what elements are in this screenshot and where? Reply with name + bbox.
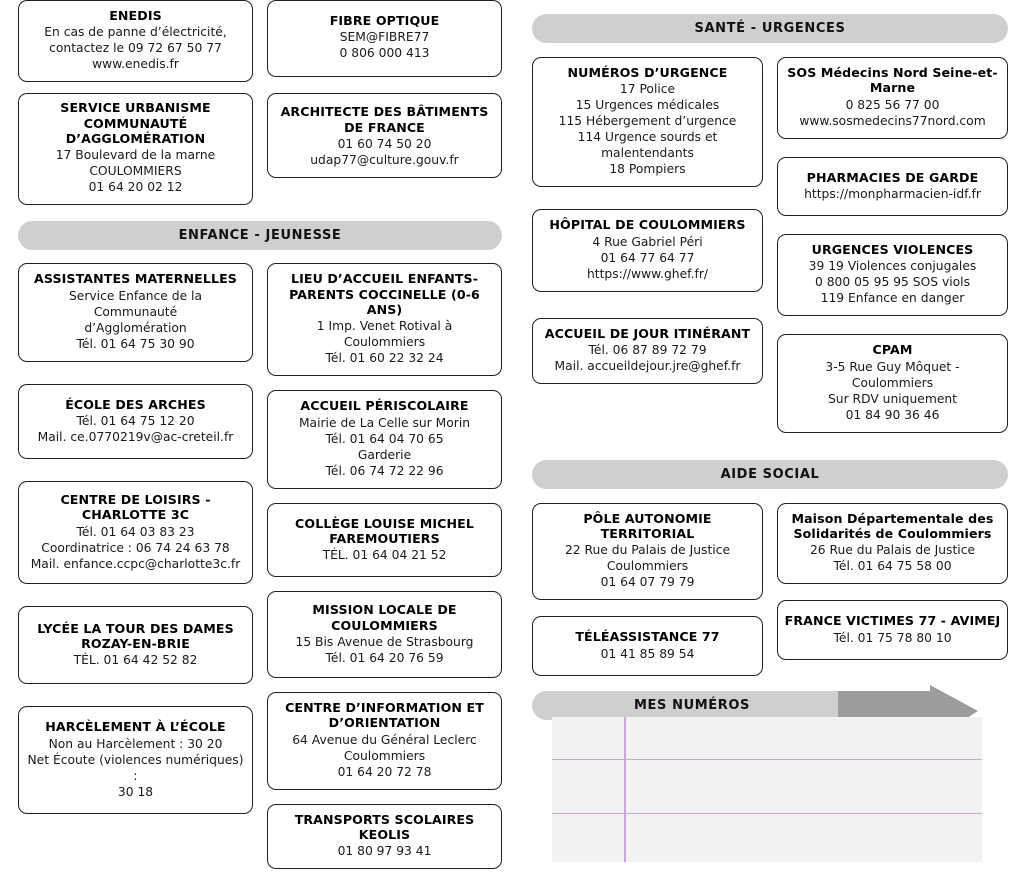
- enfance-left-cards: [18, 263, 253, 880]
- card-line: 39 19 Violences conjugales: [808, 259, 977, 274]
- card-architecte-batiments: [267, 93, 502, 178]
- card-line: 0 806 000 413: [339, 46, 430, 61]
- card-title: SOS Médecins Nord Seine-et-Marne: [787, 65, 998, 96]
- card-line: Mail. accueildejour.jre@ghef.fr: [554, 358, 741, 373]
- card-title: MISSION LOCALE DE COULOMMIERS: [312, 602, 457, 633]
- card-line: 0 825 56 77 00: [845, 97, 940, 112]
- card-lycee-tour-des-dames: [18, 606, 253, 685]
- card-line: 17 Boulevard de la marne: [55, 148, 216, 163]
- card-line: Coulommiers: [606, 559, 689, 574]
- card-title: LYCÉE LA TOUR DES DAMES ROZAY-EN-BRIE: [37, 620, 234, 651]
- card-line: 64 Avenue du Général Leclerc: [292, 732, 477, 747]
- card-line: 01 64 77 64 77: [600, 250, 695, 265]
- card-urgences-violences: [777, 234, 1008, 316]
- card-line: Coulommiers: [343, 748, 426, 763]
- card-mission-locale: [267, 591, 502, 678]
- card-line: Coordinatrice : 06 74 24 63 78: [41, 540, 230, 555]
- card-title: URGENCES VIOLENCES: [811, 242, 974, 258]
- card-numeros-urgence: [532, 57, 763, 187]
- card-title: PHARMACIES DE GARDE: [806, 169, 979, 185]
- card-line: Mail. enfance.ccpc@charlotte3c.fr: [30, 556, 241, 571]
- card-line: Garderie: [357, 447, 412, 462]
- card-line: 1 Imp. Venet Rotival à Coulommiers: [316, 319, 453, 350]
- card-laep-coccinelle: [267, 263, 502, 376]
- card-sos-medecins: [777, 57, 1008, 139]
- card-service-urbanisme: [18, 93, 253, 205]
- card-line: 15 Bis Avenue de Strasbourg: [295, 635, 474, 650]
- card-hopital-coulommiers: [532, 209, 763, 291]
- card-line: 18 Pompiers: [609, 162, 686, 177]
- enfance-right-cards: [267, 263, 502, 880]
- aide-left-cards: [532, 503, 763, 687]
- card-line: Tél. 01 64 03 83 23: [76, 524, 195, 539]
- card-line: 01 80 97 93 41: [337, 844, 432, 859]
- left-column: [18, 0, 502, 880]
- card-line: En cas de panne d’électricité,: [44, 25, 227, 40]
- band-mes-numeros: MES NUMÉROS: [532, 691, 852, 720]
- sante-left-cards: [532, 57, 763, 444]
- card-title: TRANSPORTS SCOLAIRES KEOLIS: [294, 811, 475, 843]
- card-title: ACCUEIL DE JOUR ITINÉRANT: [544, 325, 751, 341]
- card-title: HÔPITAL DE COULOMMIERS: [549, 217, 746, 233]
- card-line: Mairie de La Celle sur Morin: [298, 415, 471, 430]
- sante-right-cards: [777, 57, 1008, 444]
- card-title: ARCHITECTE DES BÂTIMENTS DE FRANCE: [280, 104, 489, 135]
- card-maison-departementale-solidarites: [777, 503, 1008, 585]
- card-line: contactez le 09 72 67 50 77: [49, 41, 222, 56]
- card-title: TÉLÉASSISTANCE 77: [575, 629, 720, 645]
- card-title: ASSISTANTES MATERNELLES: [34, 271, 237, 287]
- card-ecole-des-arches: [18, 384, 253, 459]
- card-line: TÉL. 01 64 04 21 52: [322, 548, 447, 563]
- top-pair-row: [18, 0, 502, 216]
- card-line: Tél. 01 64 75 30 90: [76, 336, 195, 351]
- card-line: Service Enfance de la Communauté: [68, 288, 203, 319]
- card-line: SEM@FIBRE77: [339, 30, 430, 45]
- card-title: NUMÉROS D’URGENCE: [567, 65, 728, 80]
- card-line: Tél. 01 75 78 80 10: [833, 630, 952, 645]
- card-title: SERVICE URBANISME COMMUNAUTÉ D’AGGLOMÉRATION: [60, 100, 211, 147]
- band-aide-social: AIDE SOCIAL: [532, 460, 1008, 489]
- card-line: d’Agglomération: [84, 320, 187, 335]
- card-line: 0 800 05 95 95 SOS viols: [814, 275, 971, 290]
- mes-numeros-section: [532, 691, 1008, 720]
- card-line: https://monpharmacien-idf.fr: [804, 187, 981, 202]
- card-line: 3-5 Rue Guy Môquet - Coulommiers: [825, 359, 960, 390]
- card-line: 4 Rue Gabriel Péri: [592, 234, 703, 249]
- card-line: Tél. 01 64 20 76 59: [325, 651, 444, 666]
- card-line: Tél. 06 87 89 72 79: [588, 342, 707, 357]
- card-teleassistance-77: [532, 616, 763, 675]
- enfance-cards-row: [18, 263, 502, 880]
- card-line: 01 60 74 50 20: [337, 137, 432, 152]
- card-accueil-periscolaire: [267, 390, 502, 488]
- card-line: 01 64 20 72 78: [337, 764, 432, 779]
- card-title: ENEDIS: [109, 8, 162, 23]
- card-title: HARCÈLEMENT À L’ÉCOLE: [45, 719, 226, 735]
- card-line: Tél. 01 64 04 70 65: [325, 431, 444, 446]
- card-line: 01 64 07 79 79: [600, 575, 695, 590]
- card-title: LIEU D’ACCUEIL ENFANTS-PARENTS COCCINELLE (0-6 ANS): [289, 271, 480, 318]
- card-line: udap77@culture.gouv.fr: [310, 153, 459, 168]
- card-line: www.sosmedecins77nord.com: [799, 113, 986, 128]
- card-line: 115 Hébergement d’urgence: [558, 114, 737, 129]
- card-line: 01 41 85 89 54: [600, 646, 695, 661]
- card-pharmacies-de-garde: [777, 157, 1008, 216]
- card-title: Maison Départementale des Solidarités de Coulommiers: [791, 510, 994, 541]
- card-fibre-optique: [267, 0, 502, 77]
- card-title: FIBRE OPTIQUE: [329, 13, 440, 28]
- card-line: Tél. 01 60 22 32 24: [325, 351, 444, 366]
- card-line: 30 18: [117, 784, 154, 799]
- card-line: 22 Rue du Palais de Justice: [564, 543, 731, 558]
- card-line: Non au Harcèlement : 30 20: [48, 736, 223, 751]
- notepad-line: [552, 759, 982, 761]
- card-line: 15 Urgences médicales: [575, 98, 720, 113]
- card-line: Tél. 06 74 72 22 96: [325, 463, 444, 478]
- card-title: FRANCE VICTIMES 77 - AVIMEJ: [784, 613, 1001, 629]
- card-title: ACCUEIL PÉRISCOLAIRE: [300, 398, 469, 414]
- card-line: COULOMMIERS: [89, 164, 182, 179]
- right-column: [532, 0, 1008, 720]
- card-line: 01 64 20 02 12: [88, 180, 183, 195]
- card-line: https://www.ghef.fr/: [586, 266, 709, 281]
- sante-cards-row: [532, 57, 1008, 444]
- card-title: PÔLE AUTONOMIE TERRITORIAL: [583, 510, 712, 541]
- card-title: ÉCOLE DES ARCHES: [65, 396, 206, 412]
- card-accueil-de-jour-itinerant: [532, 318, 763, 384]
- card-centre-de-loisirs: [18, 481, 253, 584]
- card-title: COLLÈGE LOUISE MICHEL FAREMOUTIERS: [295, 515, 474, 547]
- card-line: Tél. 01 64 75 58 00: [833, 559, 952, 574]
- notepad-area: [552, 717, 982, 862]
- card-line: 26 Rue du Palais de Justice: [809, 543, 976, 558]
- card-line: 114 Urgence sourds et malentendants: [577, 130, 718, 161]
- card-line: www.enedis.fr: [92, 57, 179, 72]
- aide-cards-row: [532, 503, 1008, 687]
- card-france-victimes-77: [777, 600, 1008, 659]
- card-title: CENTRE D’INFORMATION ET D’ORIENTATION: [285, 700, 484, 731]
- card-title: CPAM: [872, 342, 913, 358]
- notepad-margin-line: [624, 717, 626, 862]
- card-transports-scolaires: [267, 804, 502, 870]
- card-pole-autonomie-territorial: [532, 503, 763, 601]
- card-line: Mail. ce.0770219v@ac-creteil.fr: [37, 429, 234, 444]
- card-harcelement-ecole: [18, 706, 253, 813]
- band-sante-urgences: SANTÉ - URGENCES: [532, 14, 1008, 43]
- card-line: Sur RDV uniquement: [827, 391, 957, 406]
- notepad-line: [552, 813, 982, 815]
- card-line: 01 84 90 36 46: [845, 407, 940, 422]
- card-enedis: [18, 0, 253, 82]
- card-assistantes-maternelles: [18, 263, 253, 361]
- card-title: CENTRE DE LOISIRS - CHARLOTTE 3C: [60, 491, 211, 523]
- band-enfance-jeunesse: ENFANCE - JEUNESSE: [18, 221, 502, 250]
- card-line: 17 Police: [619, 82, 676, 97]
- card-line: 119 Enfance en danger: [820, 291, 965, 306]
- card-college-louise-michel: [267, 503, 502, 578]
- card-line: Net Écoute (violences numériques) :: [27, 752, 244, 783]
- card-line: TÉL. 01 64 42 52 82: [73, 653, 198, 668]
- card-line: Tél. 01 64 75 12 20: [76, 414, 195, 428]
- aide-right-cards: [777, 503, 1008, 687]
- card-cio: [267, 692, 502, 790]
- card-cpam: [777, 334, 1008, 432]
